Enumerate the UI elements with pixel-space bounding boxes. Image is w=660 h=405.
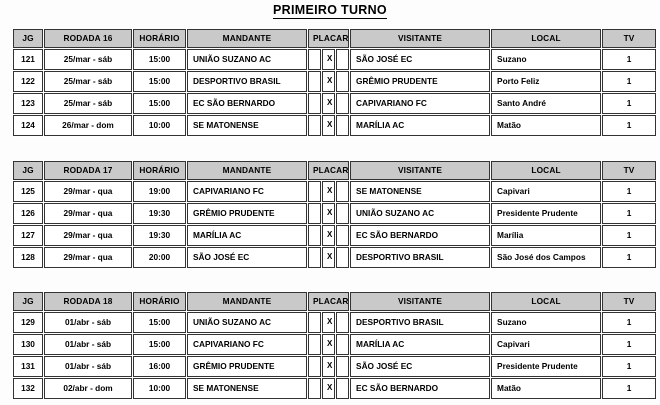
venue-cell: Capivari — [491, 181, 601, 202]
column-header-rodada: RODADA 16 — [44, 29, 132, 48]
match-time-cell: 15:00 — [133, 312, 186, 333]
match-time-cell: 19:30 — [133, 225, 186, 246]
column-header-jg: JG — [13, 292, 43, 311]
tv-channel-cell: 1 — [602, 93, 656, 114]
home-team-cell: DESPORTIVO BRASIL — [187, 71, 307, 92]
away-score-cell — [336, 247, 349, 268]
home-score-cell — [308, 312, 321, 333]
home-team-cell: UNIÃO SUZANO AC — [187, 49, 307, 70]
home-score-cell — [308, 115, 321, 136]
tv-channel-cell: 1 — [602, 181, 656, 202]
column-header-local: LOCAL — [491, 161, 601, 180]
match-time-cell: 16:00 — [133, 356, 186, 377]
column-header-rodada: RODADA 18 — [44, 292, 132, 311]
away-team-cell: EC SÃO BERNARDO — [350, 225, 490, 246]
table-row — [13, 225, 656, 246]
match-number-cell: 129 — [13, 312, 43, 333]
away-team-cell: DESPORTIVO BRASIL — [350, 312, 490, 333]
match-number-cell: 121 — [13, 49, 43, 70]
away-score-cell — [336, 181, 349, 202]
score-separator-cell: X — [322, 356, 335, 377]
match-date-cell: 01/abr - sáb — [44, 356, 132, 377]
column-header-placar: PLACAR — [308, 29, 349, 48]
away-score-cell — [336, 312, 349, 333]
venue-cell: Matão — [491, 378, 601, 399]
table-header-row — [13, 292, 656, 311]
match-number-cell: 130 — [13, 334, 43, 355]
away-team-cell: GRÊMIO PRUDENTE — [350, 71, 490, 92]
column-header-visitante: VISITANTE — [350, 161, 490, 180]
venue-cell: Capivari — [491, 334, 601, 355]
home-score-cell — [308, 203, 321, 224]
score-separator-cell: X — [322, 378, 335, 399]
table-header-row — [13, 161, 656, 180]
away-team-cell: SÃO JOSÉ EC — [350, 356, 490, 377]
tv-channel-cell: 1 — [602, 247, 656, 268]
venue-cell: Suzano — [491, 312, 601, 333]
home-score-cell — [308, 71, 321, 92]
column-header-horario: HORÁRIO — [133, 292, 186, 311]
home-score-cell — [308, 334, 321, 355]
page-title — [0, 3, 660, 17]
home-score-cell — [308, 93, 321, 114]
column-header-tv: TV — [602, 292, 656, 311]
home-score-cell — [308, 356, 321, 377]
away-score-cell — [336, 378, 349, 399]
away-score-cell — [336, 115, 349, 136]
match-date-cell: 25/mar - sáb — [44, 93, 132, 114]
venue-cell: Suzano — [491, 49, 601, 70]
table-row — [13, 181, 656, 202]
home-team-cell: CAPIVARIANO FC — [187, 334, 307, 355]
tv-channel-cell: 1 — [602, 115, 656, 136]
column-header-horario: HORÁRIO — [133, 29, 186, 48]
match-date-cell: 01/abr - sáb — [44, 312, 132, 333]
venue-cell: Presidente Prudente — [491, 356, 601, 377]
home-score-cell — [308, 181, 321, 202]
home-team-cell: EC SÃO BERNARDO — [187, 93, 307, 114]
away-score-cell — [336, 93, 349, 114]
table-row — [13, 115, 656, 136]
home-team-cell: SE MATONENSE — [187, 115, 307, 136]
column-header-jg: JG — [13, 29, 43, 48]
away-score-cell — [336, 49, 349, 70]
match-time-cell: 10:00 — [133, 115, 186, 136]
page-title-text: PRIMEIRO TURNO — [273, 3, 387, 17]
away-score-cell — [336, 225, 349, 246]
home-team-cell: GRÊMIO PRUDENTE — [187, 356, 307, 377]
match-date-cell: 29/mar - qua — [44, 203, 132, 224]
match-time-cell: 15:00 — [133, 71, 186, 92]
table-row — [13, 93, 656, 114]
tv-channel-cell: 1 — [602, 378, 656, 399]
venue-cell: Santo André — [491, 93, 601, 114]
table-row — [13, 49, 656, 70]
venue-cell: São José dos Campos — [491, 247, 601, 268]
match-time-cell: 10:00 — [133, 378, 186, 399]
column-header-visitante: VISITANTE — [350, 292, 490, 311]
score-separator-cell: X — [322, 181, 335, 202]
match-number-cell: 126 — [13, 203, 43, 224]
home-score-cell — [308, 247, 321, 268]
match-date-cell: 02/abr - dom — [44, 378, 132, 399]
match-date-cell: 29/mar - qua — [44, 247, 132, 268]
match-time-cell: 19:00 — [133, 181, 186, 202]
column-header-tv: TV — [602, 161, 656, 180]
match-date-cell: 25/mar - sáb — [44, 49, 132, 70]
away-team-cell: UNIÃO SUZANO AC — [350, 203, 490, 224]
away-team-cell: MARÍLIA AC — [350, 334, 490, 355]
match-date-cell: 29/mar - qua — [44, 225, 132, 246]
tv-channel-cell: 1 — [602, 356, 656, 377]
table-row — [13, 378, 656, 399]
home-score-cell — [308, 378, 321, 399]
away-team-cell: DESPORTIVO BRASIL — [350, 247, 490, 268]
match-date-cell: 25/mar - sáb — [44, 71, 132, 92]
round-table — [12, 160, 657, 269]
venue-cell: Porto Feliz — [491, 71, 601, 92]
table-row — [13, 312, 656, 333]
table-header-row — [13, 29, 656, 48]
score-separator-cell: X — [322, 225, 335, 246]
score-separator-cell: X — [322, 334, 335, 355]
home-team-cell: SE MATONENSE — [187, 378, 307, 399]
score-separator-cell: X — [322, 93, 335, 114]
home-score-cell — [308, 49, 321, 70]
table-row — [13, 247, 656, 268]
match-date-cell: 26/mar - dom — [44, 115, 132, 136]
score-separator-cell: X — [322, 71, 335, 92]
match-date-cell: 29/mar - qua — [44, 181, 132, 202]
column-header-local: LOCAL — [491, 29, 601, 48]
score-separator-cell: X — [322, 312, 335, 333]
column-header-placar: PLACAR — [308, 292, 349, 311]
match-date-cell: 01/abr - sáb — [44, 334, 132, 355]
match-number-cell: 131 — [13, 356, 43, 377]
tv-channel-cell: 1 — [602, 203, 656, 224]
table-row — [13, 356, 656, 377]
away-team-cell: CAPIVARIANO FC — [350, 93, 490, 114]
tv-channel-cell: 1 — [602, 312, 656, 333]
match-time-cell: 19:30 — [133, 203, 186, 224]
away-score-cell — [336, 356, 349, 377]
column-header-mandante: MANDANTE — [187, 29, 307, 48]
match-time-cell: 15:00 — [133, 93, 186, 114]
away-team-cell: MARÍLIA AC — [350, 115, 490, 136]
score-separator-cell: X — [322, 247, 335, 268]
score-separator-cell: X — [322, 49, 335, 70]
venue-cell: Matão — [491, 115, 601, 136]
match-time-cell: 15:00 — [133, 334, 186, 355]
home-score-cell — [308, 225, 321, 246]
match-number-cell: 123 — [13, 93, 43, 114]
match-number-cell: 132 — [13, 378, 43, 399]
round-table — [12, 28, 657, 137]
away-score-cell — [336, 334, 349, 355]
table-row — [13, 203, 656, 224]
score-separator-cell: X — [322, 115, 335, 136]
tv-channel-cell: 1 — [602, 225, 656, 246]
home-team-cell: GRÊMIO PRUDENTE — [187, 203, 307, 224]
away-team-cell: SÃO JOSÉ EC — [350, 49, 490, 70]
tv-channel-cell: 1 — [602, 71, 656, 92]
venue-cell: Presidente Prudente — [491, 203, 601, 224]
match-time-cell: 20:00 — [133, 247, 186, 268]
match-number-cell: 128 — [13, 247, 43, 268]
round-table — [12, 291, 657, 400]
column-header-mandante: MANDANTE — [187, 292, 307, 311]
column-header-horario: HORÁRIO — [133, 161, 186, 180]
column-header-rodada: RODADA 17 — [44, 161, 132, 180]
column-header-local: LOCAL — [491, 292, 601, 311]
match-number-cell: 125 — [13, 181, 43, 202]
column-header-tv: TV — [602, 29, 656, 48]
away-score-cell — [336, 71, 349, 92]
table-row — [13, 334, 656, 355]
away-score-cell — [336, 203, 349, 224]
column-header-mandante: MANDANTE — [187, 161, 307, 180]
column-header-visitante: VISITANTE — [350, 29, 490, 48]
away-team-cell: SE MATONENSE — [350, 181, 490, 202]
home-team-cell: SÃO JOSÉ EC — [187, 247, 307, 268]
home-team-cell: CAPIVARIANO FC — [187, 181, 307, 202]
away-team-cell: EC SÃO BERNARDO — [350, 378, 490, 399]
match-number-cell: 122 — [13, 71, 43, 92]
home-team-cell: MARÍLIA AC — [187, 225, 307, 246]
table-row — [13, 71, 656, 92]
score-separator-cell: X — [322, 203, 335, 224]
match-time-cell: 15:00 — [133, 49, 186, 70]
match-number-cell: 127 — [13, 225, 43, 246]
column-header-jg: JG — [13, 161, 43, 180]
home-team-cell: UNIÃO SUZANO AC — [187, 312, 307, 333]
column-header-placar: PLACAR — [308, 161, 349, 180]
venue-cell: Marília — [491, 225, 601, 246]
tv-channel-cell: 1 — [602, 49, 656, 70]
match-number-cell: 124 — [13, 115, 43, 136]
tv-channel-cell: 1 — [602, 334, 656, 355]
